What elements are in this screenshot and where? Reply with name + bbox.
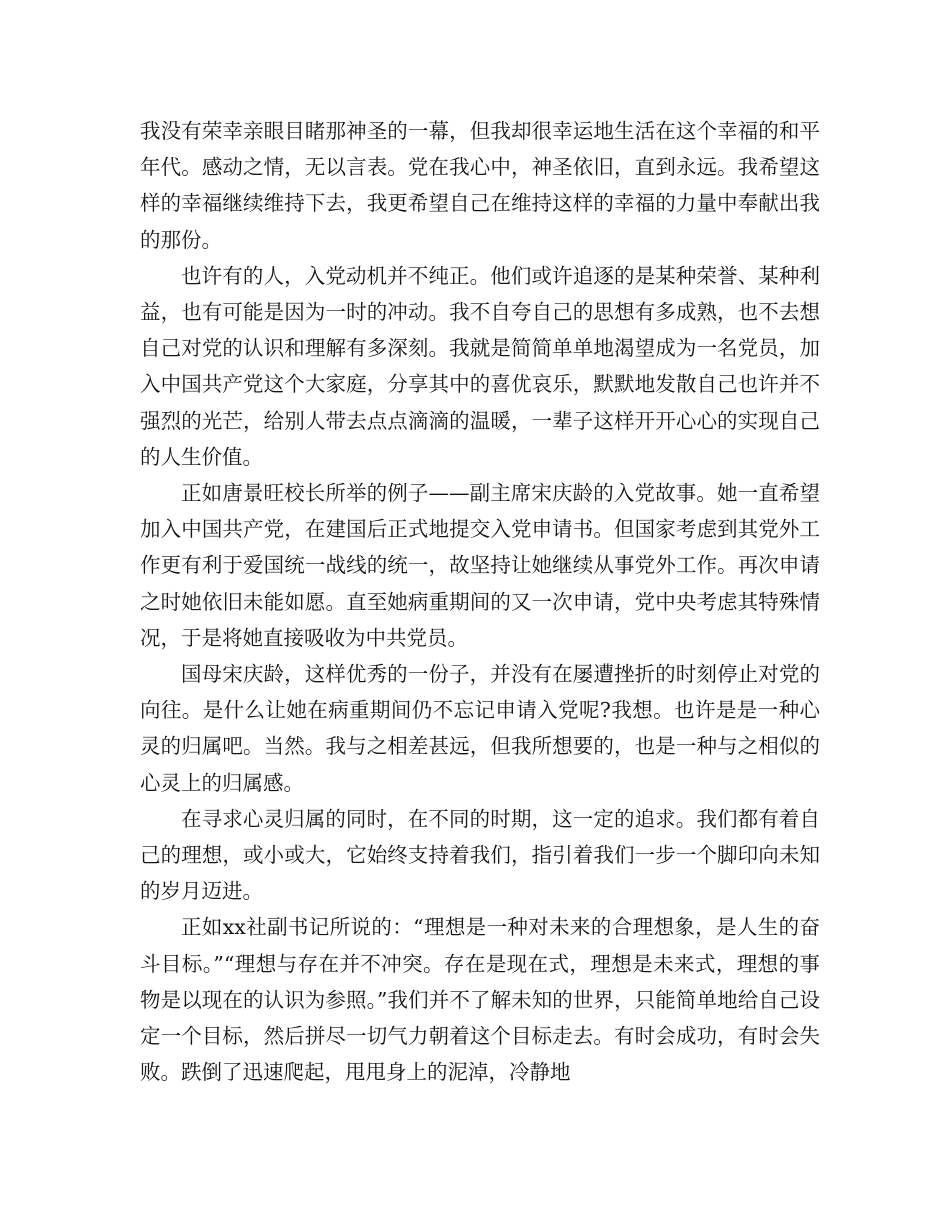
paragraph-1: 我没有荣幸亲眼目睹那神圣的一幕，但我却很幸运地生活在这个幸福的和平年代。感动之情，无以言表。党在我心中，神圣依旧，直到永远。我希望这样的幸福继续维持下去，我更希望自己在维持这样的幸福的力量中奉献出我的那份。 [140, 119, 820, 252]
paragraph-6: 正如xx社副书记所说的：“理想是一种对未来的合理想象，是人生的奋斗目标。”“理想与存在并不冲突。存在是现在式，理想是未来式，理想的事物是以现在的认识为参照。”我们并不了解未知的世界，只能简单地给自己设定一个目标，然后拼尽一切气力朝着这个目标走去。有时会成功，有时会失败。跌倒了迅速爬起，甩甩身上的泥淖，冷静地 [140, 915, 820, 1085]
paragraph-4: 国母宋庆龄，这样优秀的一份子，并没有在屡遭挫折的时刻停止对党的向往。是什么让她在病重期间仍不忘记申请入党呢?我想。也许是是一种心灵的归属吧。当然。我与之相差甚远，但我所想要的，也是一种与之相似的心灵上的归属感。 [140, 662, 820, 795]
paragraph-2: 也许有的人，入党动机并不纯正。他们或许追逐的是某种荣誉、某种利益，也有可能是因为一时的冲动。我不自夸自己的思想有多成熟，也不去想自己对党的认识和理解有多深刻。我就是简简单单地渴望成为一名党员，加入中国共产党这个大家庭，分享其中的喜优哀乐，默默地发散自己也许并不强烈的光芒，给别人带去点点滴滴的温暖，一辈子这样开开心心的实现自己的人生价值。 [140, 263, 820, 469]
paragraph-3: 正如唐景旺校长所举的例子——副主席宋庆龄的入党故事。她一直希望加入中国共产党，在建国后正式地提交入党申请书。但国家考虑到其党外工作更有利于爱国统一战线的统一，故坚持让她继续从事党外工作。再次申请之时她依旧未能如愿。直至她病重期间的又一次申请，党中央考虑其特殊情况，于是将她直接吸收为中共党员。 [140, 481, 820, 650]
document-body [140, 113, 820, 1090]
paragraph-5: 在寻求心灵归属的同时，在不同的时期，这一定的追求。我们都有着自己的理想，或小或大，它始终支持着我们，指引着我们一步一个脚印向未知的岁月迈进。 [140, 806, 820, 904]
